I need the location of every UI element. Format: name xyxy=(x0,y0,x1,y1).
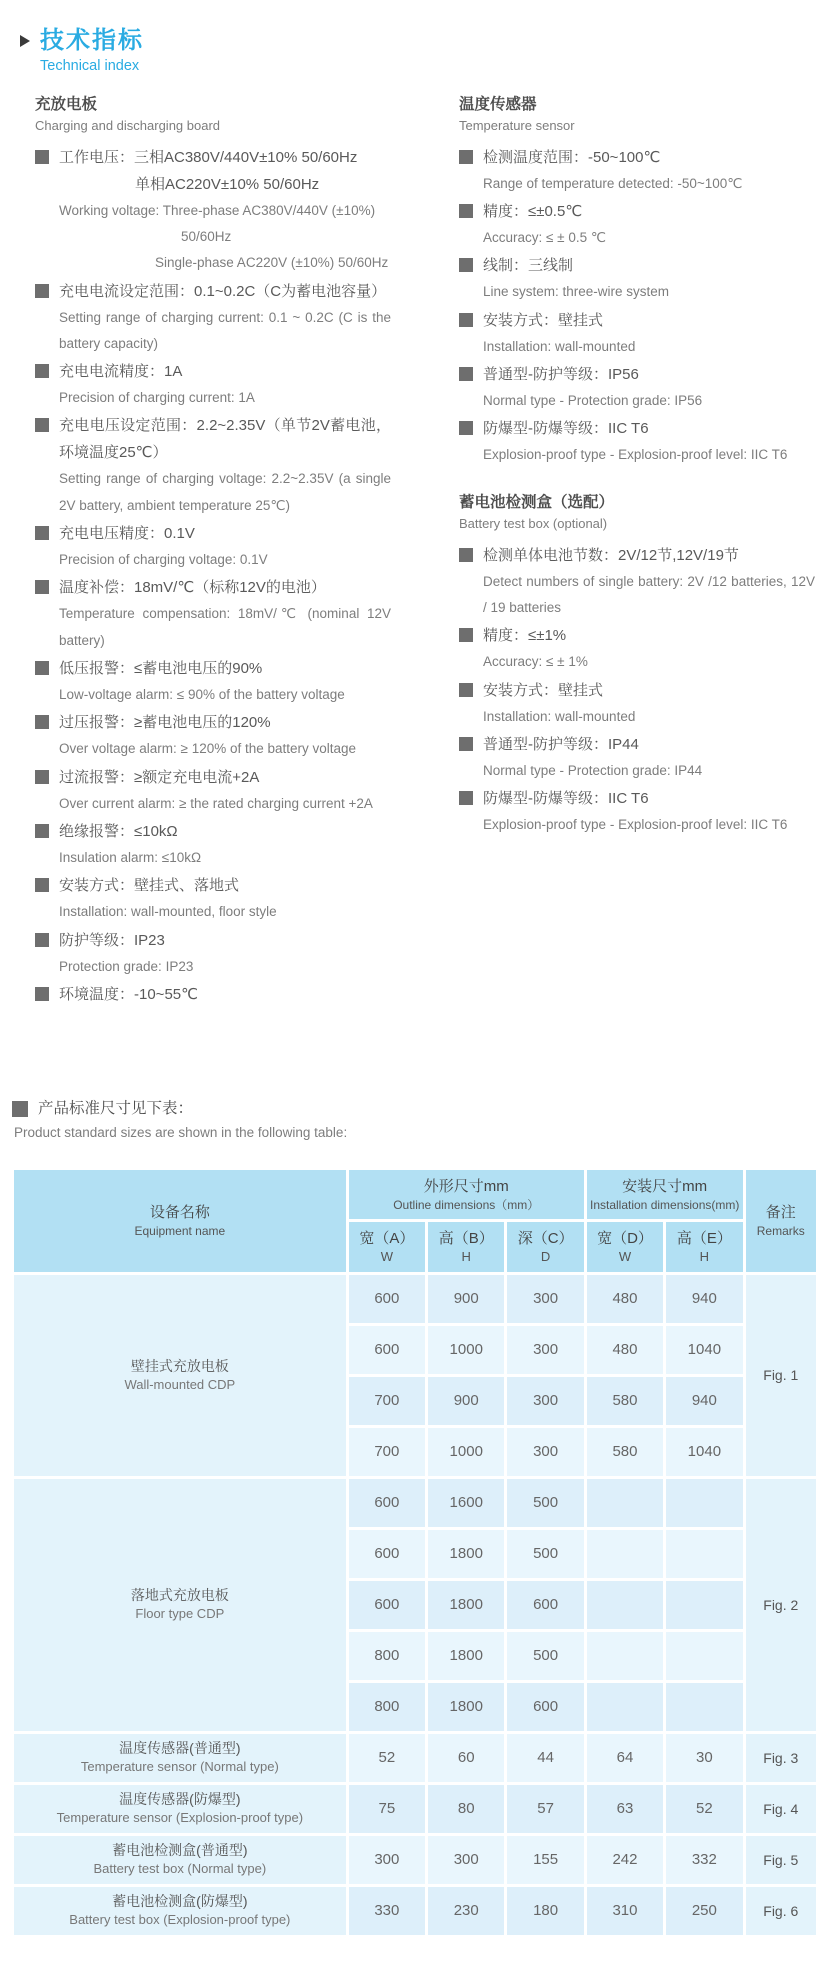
equipment-en: Temperature sensor (Explosion-proof type) xyxy=(56,1810,304,1826)
spec-en: Accuracy: ≤ ± 1% xyxy=(483,654,588,670)
dim-cell xyxy=(587,1683,663,1731)
bullet-square-icon xyxy=(12,1101,28,1117)
remark-cell: Fig. 6 xyxy=(746,1887,816,1935)
dim-cell: 1800 xyxy=(428,1683,504,1731)
spec-zh: 检测温度范围：-50~100℃ xyxy=(483,148,661,166)
spec-zh: 充电电流精度：1A xyxy=(59,363,183,381)
dim-cell: 600 xyxy=(349,1275,425,1323)
bullet-square-icon xyxy=(35,580,49,594)
table-row xyxy=(14,1887,816,1935)
dim-cell: 900 xyxy=(428,1377,504,1425)
header-col-zh: 高（E） xyxy=(676,1229,732,1247)
dim-cell: 242 xyxy=(587,1836,663,1884)
remark-cell: Fig. 5 xyxy=(746,1836,816,1884)
table-row xyxy=(14,1734,816,1782)
size-table xyxy=(11,1167,819,1938)
spec-zh: 精度：≤±0.5℃ xyxy=(483,202,583,220)
header-col-letter: H xyxy=(461,1248,471,1264)
header-col-height-b xyxy=(428,1222,504,1272)
section-heading xyxy=(459,94,815,135)
section-heading-zh: 温度传感器 xyxy=(459,96,537,114)
spec-en: Explosion-proof type - Explosion-proof level: IIC T6 xyxy=(483,447,788,463)
header-col-zh: 深（C） xyxy=(517,1229,574,1247)
dim-cell: 600 xyxy=(349,1530,425,1578)
header-col-letter: H xyxy=(699,1248,710,1264)
header-col-height-e xyxy=(666,1222,742,1272)
spec-en: Normal type - Protection grade: IP56 xyxy=(483,392,703,408)
remark-cell: Fig. 4 xyxy=(746,1785,816,1833)
spec-zh: 防爆型-防爆等级：IIC T6 xyxy=(483,790,649,808)
spec-line xyxy=(35,655,391,682)
spec-zh: 绝缘报警：≤10kΩ xyxy=(59,822,178,840)
spec-zh-cont: 单相AC220V±10% 50/60Hz xyxy=(135,175,320,193)
table-note-zh-line xyxy=(12,1097,830,1122)
spec-zh: 安装方式：壁挂式、落地式 xyxy=(59,877,240,895)
spec-line xyxy=(35,709,391,736)
dim-cell: 940 xyxy=(666,1377,742,1425)
bullet-square-icon xyxy=(459,683,473,697)
spec-en: Line system: three-wire system xyxy=(483,284,670,300)
equipment-name-cell xyxy=(14,1275,346,1476)
spec-line xyxy=(35,278,391,305)
header-col-zh: 高（B） xyxy=(438,1229,494,1247)
header-install xyxy=(587,1170,743,1219)
spec-item xyxy=(459,731,815,784)
equipment-zh: 温度传感器(普通型) xyxy=(119,1740,241,1757)
spec-item xyxy=(35,764,391,817)
spec-item xyxy=(35,358,391,411)
header-col-width-d xyxy=(587,1222,663,1272)
spec-zh: 充电电流设定范围：0.1~0.2C（C为蓄电池容量） xyxy=(59,282,387,300)
dim-cell: 600 xyxy=(349,1479,425,1527)
dim-cell: 64 xyxy=(587,1734,663,1782)
spec-zh: 过流报警：≥额定充电电流+2A xyxy=(59,768,260,786)
spec-zh: 检测单体电池节数：2V/12节,12V/19节 xyxy=(483,546,739,564)
section-heading-en: Battery test box (optional) xyxy=(459,516,608,532)
column-sensors xyxy=(459,94,815,1009)
bullet-square-icon xyxy=(459,258,473,272)
bullet-square-icon xyxy=(459,313,473,327)
spec-zh: 防护等级：IP23 xyxy=(59,931,165,949)
header-col-letter: D xyxy=(540,1248,551,1264)
spec-zh: 低压报警：≤蓄电池电压的90% xyxy=(59,660,263,678)
spec-item xyxy=(459,198,815,251)
table-row xyxy=(14,1479,816,1527)
header-install-zh: 安装尺寸mm xyxy=(622,1177,708,1195)
bullet-square-icon xyxy=(459,791,473,805)
dim-cell: 800 xyxy=(349,1632,425,1680)
dim-cell xyxy=(666,1683,742,1731)
dim-cell: 80 xyxy=(428,1785,504,1833)
dim-cell: 310 xyxy=(587,1887,663,1935)
spec-en: Protection grade: IP23 xyxy=(59,958,194,974)
table-row xyxy=(14,1275,816,1323)
dim-cell: 1000 xyxy=(428,1326,504,1374)
header-remarks-zh: 备注 xyxy=(765,1204,796,1222)
spec-item xyxy=(35,520,391,573)
spec-en: Installation: wall-mounted, floor style xyxy=(59,904,277,920)
dim-cell: 1800 xyxy=(428,1581,504,1629)
bullet-square-icon xyxy=(35,987,49,1001)
bullet-square-icon xyxy=(35,150,49,164)
spec-item xyxy=(35,709,391,762)
bullet-square-icon xyxy=(35,933,49,947)
equipment-en: Battery test box (Normal type) xyxy=(93,1861,267,1877)
dim-cell xyxy=(666,1581,742,1629)
bullet-square-icon xyxy=(35,661,49,675)
bullet-square-icon xyxy=(459,421,473,435)
spec-en: Insulation alarm: ≤10kΩ xyxy=(59,849,202,865)
spec-line xyxy=(459,677,815,704)
equipment-en: Floor type CDP xyxy=(135,1606,225,1622)
header-equipment-en: Equipment name xyxy=(134,1224,226,1239)
table-row xyxy=(14,1836,816,1884)
page-title-en: Technical index xyxy=(40,58,140,75)
spec-item xyxy=(459,144,815,197)
dim-cell: 1040 xyxy=(666,1326,742,1374)
dim-cell: 500 xyxy=(507,1479,583,1527)
equipment-en: Temperature sensor (Normal type) xyxy=(80,1759,279,1775)
section-heading xyxy=(459,492,815,533)
spec-line xyxy=(459,542,815,569)
spec-line xyxy=(459,361,815,388)
spec-en: Low-voltage alarm: ≤ 90% of the battery voltage xyxy=(59,687,345,703)
spec-line xyxy=(35,872,391,899)
dim-cell: 250 xyxy=(666,1887,742,1935)
section-heading-zh: 充放电板 xyxy=(35,96,98,114)
bullet-square-icon xyxy=(35,824,49,838)
spec-en: Accuracy: ≤ ± 0.5 ℃ xyxy=(483,229,607,245)
dim-cell xyxy=(666,1632,742,1680)
spec-line xyxy=(35,981,391,1008)
dim-cell: 700 xyxy=(349,1377,425,1425)
equipment-en: Wall-mounted CDP xyxy=(124,1376,236,1392)
spec-en: Setting range of charging voltage: 2.2~2.35V (a single 2V battery, ambient temperature 25℃) xyxy=(59,471,391,513)
header-col-zh: 宽（D） xyxy=(597,1229,653,1247)
dim-cell: 230 xyxy=(428,1887,504,1935)
dim-cell: 480 xyxy=(587,1326,663,1374)
section-heading-en: Charging and discharging board xyxy=(35,118,221,134)
dim-cell: 300 xyxy=(428,1836,504,1884)
table-note xyxy=(12,1097,830,1145)
spec-line xyxy=(35,358,391,385)
spec-en: Detect numbers of single battery: 2V /12 batteries, 12V / 19 batteries xyxy=(483,573,815,615)
spec-zh: 安装方式：壁挂式 xyxy=(483,311,604,329)
bullet-square-icon xyxy=(459,150,473,164)
dim-cell: 600 xyxy=(349,1581,425,1629)
spec-line xyxy=(459,307,815,334)
header-install-en: Installation dimensions(mm) xyxy=(589,1197,740,1212)
header-col-zh: 宽（A） xyxy=(359,1229,415,1247)
equipment-name-cell xyxy=(14,1836,346,1884)
header-remarks xyxy=(746,1170,816,1272)
dim-cell xyxy=(587,1632,663,1680)
section-heading-en: Temperature sensor xyxy=(459,118,575,134)
page-title: 技术指标 xyxy=(40,27,144,54)
header-equipment xyxy=(14,1170,346,1272)
column-charging-board xyxy=(35,94,391,1009)
spec-item xyxy=(35,655,391,708)
spec-item xyxy=(35,818,391,871)
dim-cell: 600 xyxy=(507,1581,583,1629)
bullet-square-icon xyxy=(459,204,473,218)
dim-cell xyxy=(587,1581,663,1629)
header-col-width-a xyxy=(349,1222,425,1272)
table-row xyxy=(14,1785,816,1833)
dim-cell: 330 xyxy=(349,1887,425,1935)
spec-line xyxy=(35,818,391,845)
dim-cell: 180 xyxy=(507,1887,583,1935)
dim-cell xyxy=(587,1479,663,1527)
spec-en: Setting range of charging current: 0.1 ~ 0.2C (C is the battery capacity) xyxy=(59,309,391,351)
dim-cell: 800 xyxy=(349,1683,425,1731)
bullet-square-icon xyxy=(459,628,473,642)
spec-line xyxy=(459,144,815,171)
dim-cell: 60 xyxy=(428,1734,504,1782)
equipment-zh: 落地式充放电板 xyxy=(130,1587,229,1604)
header-col-letter: W xyxy=(380,1248,393,1264)
spec-item xyxy=(35,278,391,358)
spec-en-cont: Single-phase AC220V (±10%) 50/60Hz xyxy=(155,255,389,271)
spec-zh: 充电电压精度：0.1V xyxy=(59,525,195,543)
section-heading-zh: 蓄电池检测盒（选配） xyxy=(459,494,615,512)
dim-cell: 480 xyxy=(587,1275,663,1323)
spec-zh: 环境温度：-10~55℃ xyxy=(59,985,198,1003)
spec-en: Range of temperature detected: -50~100℃ xyxy=(483,175,743,191)
bullet-square-icon xyxy=(35,526,49,540)
title-block xyxy=(40,28,144,74)
spec-line xyxy=(35,574,391,601)
header-remarks-en: Remarks xyxy=(756,1224,805,1239)
spec-item xyxy=(35,981,391,1008)
spec-zh: 精度：≤±1% xyxy=(483,627,567,645)
dim-cell: 300 xyxy=(507,1377,583,1425)
table-note-en: Product standard sizes are shown in the following table: xyxy=(14,1124,348,1140)
spec-line xyxy=(35,144,391,171)
equipment-name-cell xyxy=(14,1734,346,1782)
dim-cell xyxy=(587,1530,663,1578)
spec-item xyxy=(459,542,815,622)
dim-cell: 580 xyxy=(587,1428,663,1476)
bullet-square-icon xyxy=(35,284,49,298)
bullet-square-icon xyxy=(459,548,473,562)
header-outline xyxy=(349,1170,584,1219)
header-outline-en: Outline dimensions（mm） xyxy=(393,1197,540,1212)
dim-cell: 1040 xyxy=(666,1428,742,1476)
spec-zh: 充电电压设定范围：2.2~2.35V（单节2V蓄电池，环境温度25℃） xyxy=(59,417,391,462)
spec-en: Temperature compensation: 18mV/℃ (nominal 12V battery) xyxy=(59,606,391,648)
bullet-square-icon xyxy=(459,737,473,751)
spec-columns xyxy=(35,94,815,1009)
bullet-square-icon xyxy=(35,770,49,784)
header-outline-zh: 外形尺寸mm xyxy=(423,1177,509,1195)
spec-item xyxy=(35,927,391,980)
dim-cell: 1600 xyxy=(428,1479,504,1527)
spec-zh: 普通型-防护等级：IP56 xyxy=(483,365,639,383)
spec-zh: 防爆型-防爆等级：IIC T6 xyxy=(483,420,649,438)
spec-item xyxy=(459,307,815,360)
dim-cell: 700 xyxy=(349,1428,425,1476)
spec-en: Installation: wall-mounted xyxy=(483,708,636,724)
page-header xyxy=(20,28,830,74)
spec-zh: 普通型-防护等级：IP44 xyxy=(483,735,639,753)
spec-item xyxy=(35,872,391,925)
spec-line xyxy=(459,252,815,279)
table-note-zh: 产品标准尺寸见下表： xyxy=(38,1099,194,1117)
spec-line xyxy=(35,520,391,547)
bullet-square-icon xyxy=(35,715,49,729)
equipment-zh: 温度传感器(防爆型) xyxy=(119,1791,241,1808)
spec-en: Working voltage: Three-phase AC380V/440V (±10%) xyxy=(59,202,376,218)
spec-line xyxy=(35,927,391,954)
spec-zh: 过压报警：≥蓄电池电压的120% xyxy=(59,714,271,732)
equipment-name-cell xyxy=(14,1785,346,1833)
bullet-square-icon xyxy=(35,364,49,378)
section-arrow-icon xyxy=(20,35,30,47)
dim-cell: 1800 xyxy=(428,1632,504,1680)
dim-cell xyxy=(666,1479,742,1527)
spec-line xyxy=(35,764,391,791)
dim-cell: 300 xyxy=(507,1275,583,1323)
spec-item xyxy=(459,622,815,675)
spec-line xyxy=(459,415,815,442)
equipment-name-cell xyxy=(14,1887,346,1935)
dim-cell: 500 xyxy=(507,1632,583,1680)
header-equipment-zh: 设备名称 xyxy=(149,1204,210,1222)
spec-en: Precision of charging current: 1A xyxy=(59,390,255,406)
spec-en-cont: 50/60Hz xyxy=(181,228,232,244)
bullet-square-icon xyxy=(459,367,473,381)
dim-cell: 1800 xyxy=(428,1530,504,1578)
dim-cell: 300 xyxy=(507,1428,583,1476)
dim-cell: 580 xyxy=(587,1377,663,1425)
remark-cell: Fig. 2 xyxy=(746,1479,816,1731)
spec-en: Normal type - Protection grade: IP44 xyxy=(483,762,703,778)
spec-item xyxy=(459,361,815,414)
dim-cell: 57 xyxy=(507,1785,583,1833)
dim-cell: 900 xyxy=(428,1275,504,1323)
header-col-letter: W xyxy=(618,1248,632,1264)
dim-cell: 500 xyxy=(507,1530,583,1578)
bullet-square-icon xyxy=(35,418,49,432)
spec-line xyxy=(459,731,815,758)
spec-zh: 工作电压：三相AC380V/440V±10% 50/60Hz xyxy=(59,148,358,166)
section-heading xyxy=(35,94,391,135)
spec-item xyxy=(35,574,391,654)
spec-line xyxy=(459,198,815,225)
spec-item xyxy=(35,144,391,277)
spec-zh: 安装方式：壁挂式 xyxy=(483,681,604,699)
dim-cell: 155 xyxy=(507,1836,583,1884)
dim-cell: 52 xyxy=(349,1734,425,1782)
dim-cell: 52 xyxy=(666,1785,742,1833)
dim-cell: 600 xyxy=(349,1326,425,1374)
equipment-zh: 壁挂式充放电板 xyxy=(130,1357,229,1374)
spec-item xyxy=(459,785,815,838)
spec-item xyxy=(459,415,815,468)
spec-line xyxy=(35,412,391,466)
spec-en: Explosion-proof type - Explosion-proof level: IIC T6 xyxy=(483,817,788,833)
dim-cell: 1000 xyxy=(428,1428,504,1476)
equipment-zh: 蓄电池检测盒(普通型) xyxy=(112,1842,248,1859)
spec-en: Over current alarm: ≥ the rated charging current +2A xyxy=(59,795,373,811)
dim-cell xyxy=(666,1530,742,1578)
spec-item xyxy=(459,252,815,305)
dim-cell: 940 xyxy=(666,1275,742,1323)
equipment-zh: 蓄电池检测盒(防爆型) xyxy=(112,1893,248,1910)
spec-en: Installation: wall-mounted xyxy=(483,338,636,354)
dim-cell: 300 xyxy=(349,1836,425,1884)
dim-cell: 75 xyxy=(349,1785,425,1833)
spec-item xyxy=(35,412,391,519)
equipment-name-cell xyxy=(14,1479,346,1731)
spec-item xyxy=(459,677,815,730)
dim-cell: 300 xyxy=(507,1326,583,1374)
dim-cell: 44 xyxy=(507,1734,583,1782)
table-header-row xyxy=(14,1170,816,1219)
spec-en: Over voltage alarm: ≥ 120% of the battery voltage xyxy=(59,741,357,757)
bullet-square-icon xyxy=(35,878,49,892)
spec-en: Precision of charging voltage: 0.1V xyxy=(59,552,268,568)
dim-cell: 30 xyxy=(666,1734,742,1782)
remark-cell: Fig. 1 xyxy=(746,1275,816,1476)
header-col-depth-c xyxy=(507,1222,583,1272)
dim-cell: 600 xyxy=(507,1683,583,1731)
dim-cell: 63 xyxy=(587,1785,663,1833)
remark-cell: Fig. 3 xyxy=(746,1734,816,1782)
spec-line xyxy=(459,785,815,812)
spec-line xyxy=(459,622,815,649)
spec-zh: 温度补偿：18mV/℃（标称12V的电池） xyxy=(59,579,326,597)
spec-zh: 线制：三线制 xyxy=(483,257,574,275)
equipment-en: Battery test box (Explosion-proof type) xyxy=(69,1912,291,1928)
dim-cell: 332 xyxy=(666,1836,742,1884)
